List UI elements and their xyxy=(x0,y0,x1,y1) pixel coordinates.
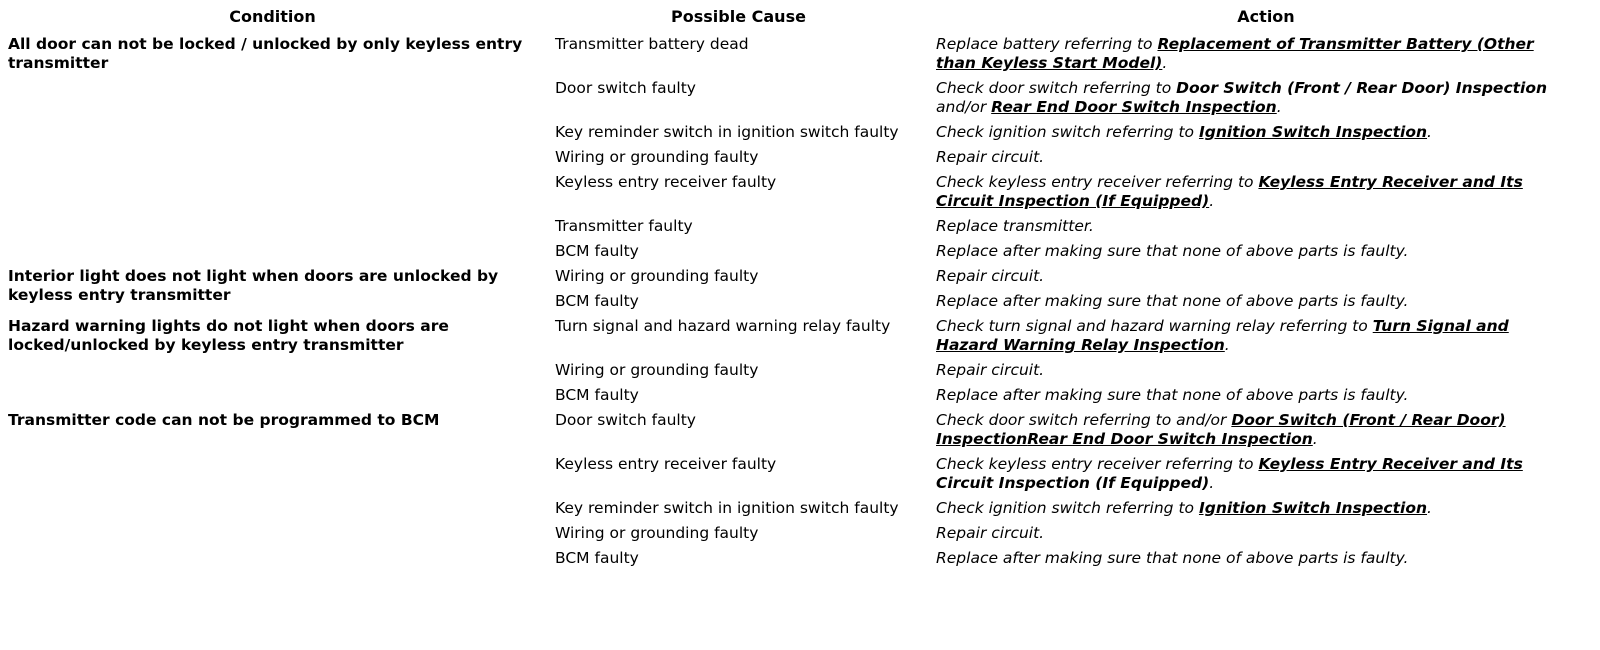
action-cell xyxy=(932,239,1600,264)
possible-cause-cell: BCM faulty xyxy=(555,549,639,567)
action-text: Replace after making sure that none of above parts is faulty. xyxy=(936,549,1409,567)
action-reference-link[interactable]: Rear End Door Switch Inspection xyxy=(991,98,1277,116)
action-cell xyxy=(932,358,1600,383)
action-text: Replace after making sure that none of above parts is faulty. xyxy=(936,242,1409,260)
action-text: Repair circuit. xyxy=(936,267,1045,285)
action-text: . xyxy=(1312,430,1318,448)
condition-cell: Hazard warning lights do not light when doors are locked/unlocked by keyless entry transmitter xyxy=(8,317,449,354)
action-reference-link[interactable]: Ignition Switch Inspection xyxy=(1198,123,1428,141)
possible-cause-cell: Turn signal and hazard warning relay faulty xyxy=(555,317,891,335)
action-text: Replace after making sure that none of above parts is faulty. xyxy=(936,292,1409,310)
action-text: . xyxy=(1276,98,1282,116)
possible-cause-cell: BCM faulty xyxy=(555,292,639,310)
action-reference-link[interactable]: Replacement of Transmitter Battery (Other than Keyless Start Model) xyxy=(936,35,1534,72)
action-text: Check ignition switch referring to xyxy=(936,123,1199,141)
action-cell xyxy=(932,264,1600,289)
action-bold-reference: Door Switch (Front / Rear Door) Inspection xyxy=(1176,79,1548,97)
action-text: Repair circuit. xyxy=(936,361,1045,379)
action-cell xyxy=(932,383,1600,408)
action-text: Check door switch referring to xyxy=(936,79,1177,97)
action-text: Repair circuit. xyxy=(936,524,1045,542)
action-cell xyxy=(932,120,1600,145)
action-cell xyxy=(932,170,1600,214)
action-text: . xyxy=(1209,192,1215,210)
action-cell xyxy=(932,32,1600,76)
possible-cause-cell: Keyless entry receiver faulty xyxy=(555,173,777,191)
action-text: and/or xyxy=(1176,411,1232,429)
action-cell xyxy=(932,546,1600,571)
troubleshooting-table xyxy=(0,4,1600,571)
possible-cause-cell: Door switch faulty xyxy=(555,411,696,429)
action-text: Check door switch referring to xyxy=(936,411,1177,429)
action-text: . xyxy=(1209,474,1215,492)
possible-cause-cell: Wiring or grounding faulty xyxy=(555,361,759,379)
action-reference-link[interactable]: Turn Signal and Hazard Warning Relay Inspection xyxy=(936,317,1509,354)
possible-cause-cell: Key reminder switch in ignition switch faulty xyxy=(555,123,899,141)
action-cell xyxy=(932,289,1600,314)
table-row xyxy=(0,32,1600,76)
possible-cause-cell: Wiring or grounding faulty xyxy=(555,267,759,285)
possible-cause-cell: Key reminder switch in ignition switch faulty xyxy=(555,499,899,517)
possible-cause-cell: Door switch faulty xyxy=(555,79,696,97)
action-cell xyxy=(932,408,1600,452)
action-text: and/or xyxy=(936,98,992,116)
condition-cell: Transmitter code can not be programmed to BCM xyxy=(8,411,440,429)
action-text: . xyxy=(1224,336,1230,354)
action-text: Check turn signal and hazard warning relay referring to xyxy=(936,317,1373,335)
condition-cell: Interior light does not light when doors are unlocked by keyless entry transmitter xyxy=(8,267,499,304)
action-cell xyxy=(932,145,1600,170)
header-row xyxy=(0,4,1600,32)
action-cell xyxy=(932,314,1600,358)
table-row xyxy=(0,408,1600,452)
action-cell xyxy=(932,521,1600,546)
action-text: Check keyless entry receiver referring to xyxy=(936,455,1259,473)
action-reference-link[interactable]: Rear End Door Switch Inspection xyxy=(1027,430,1313,448)
action-text: Replace after making sure that none of above parts is faulty. xyxy=(936,386,1409,404)
possible-cause-cell: BCM faulty xyxy=(555,386,639,404)
action-reference-link[interactable]: Keyless Entry Receiver and Its xyxy=(1258,455,1523,473)
header-possible-cause: Possible Cause xyxy=(671,7,806,26)
action-text: . xyxy=(1427,499,1432,517)
action-text: . xyxy=(1427,123,1432,141)
header-condition: Condition xyxy=(229,7,316,26)
action-cell xyxy=(932,496,1600,521)
action-text: Check ignition switch referring to xyxy=(936,499,1199,517)
action-cell xyxy=(932,452,1600,496)
action-text: Check keyless entry receiver referring to xyxy=(936,173,1259,191)
action-text: . xyxy=(1162,54,1168,72)
action-reference-link[interactable]: Ignition Switch Inspection xyxy=(1198,499,1428,517)
action-reference-link[interactable]: Keyless Entry Receiver and Its Circuit Inspection (If Equipped) xyxy=(936,173,1523,210)
action-text: Replace transmitter. xyxy=(936,217,1094,235)
possible-cause-cell: Transmitter faulty xyxy=(555,217,693,235)
table-body xyxy=(0,32,1600,571)
action-cell xyxy=(932,214,1600,239)
possible-cause-cell: Wiring or grounding faulty xyxy=(555,148,759,166)
action-reference-link[interactable]: Door Switch (Front / Rear Door) Inspection xyxy=(936,411,1506,448)
possible-cause-cell: Transmitter battery dead xyxy=(555,35,749,53)
table-row xyxy=(0,314,1600,358)
action-cell xyxy=(932,76,1600,120)
action-text: Repair circuit. xyxy=(936,148,1045,166)
action-text: Replace battery referring to xyxy=(936,35,1158,53)
possible-cause-cell: Wiring or grounding faulty xyxy=(555,524,759,542)
condition-cell: All door can not be locked / unlocked by only keyless entry transmitter xyxy=(8,35,523,72)
table-row xyxy=(0,264,1600,289)
header-action: Action xyxy=(1237,7,1295,26)
action-bold-reference: Circuit Inspection (If Equipped) xyxy=(936,474,1210,492)
possible-cause-cell: Keyless entry receiver faulty xyxy=(555,455,777,473)
possible-cause-cell: BCM faulty xyxy=(555,242,639,260)
